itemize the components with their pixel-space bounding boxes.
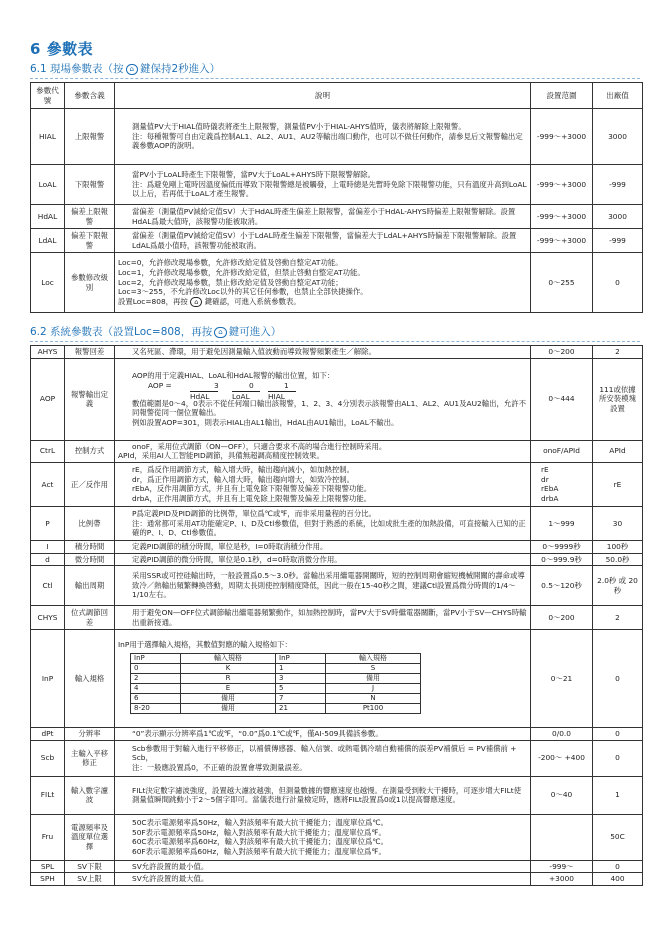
formula-label: HdAL: [190, 391, 218, 402]
inner-cell: Pt100: [326, 703, 421, 713]
param-default: 1: [593, 776, 643, 814]
param-default: -999: [593, 165, 643, 205]
inner-cell: K: [181, 663, 276, 673]
param-range: 0～21: [531, 630, 593, 728]
param-default: 0: [593, 860, 643, 873]
input-spec-table: [130, 653, 421, 714]
param-code: dPt: [31, 728, 65, 741]
param-code: SPH: [31, 873, 65, 886]
param-name: 積分時間: [65, 540, 115, 553]
table-row: [31, 205, 643, 229]
param-default: 50.0秒: [593, 553, 643, 566]
param-default: 111或依據所安裝模塊設置: [593, 358, 643, 440]
param-name: 正／反作用: [65, 462, 115, 506]
param-code: Ctl: [31, 566, 65, 606]
param-code: CHYS: [31, 606, 65, 630]
param-code: Loc: [31, 253, 65, 313]
param-code: LdAL: [31, 229, 65, 253]
table-row: [31, 566, 643, 606]
param-range: [531, 462, 593, 506]
param-description: [115, 873, 531, 886]
desc-line: Scb參數用于對輸入進行平移修正，以補償傳感器、輸入信號、或熱電偶冷端自動補償的誤差PV補償后 = PV補償前 + Scb，: [132, 743, 517, 763]
param-name: 輸出周期: [65, 566, 115, 606]
formula-label: HIAL: [268, 391, 296, 402]
param-code: FILt: [31, 776, 65, 814]
param-name: 輸入規格: [65, 630, 115, 728]
table-row: [31, 462, 643, 506]
param-code: Fru: [31, 814, 65, 860]
desc-line: InP用于選擇輸入規格，其數值對應的輸入規格如下：: [118, 640, 292, 650]
table-row: [31, 506, 643, 540]
inner-cell: 備用: [181, 703, 276, 713]
desc-line: Loc=3～255，不允許修改Loc以外的其它任何參數，也禁止全部快捷操作。: [118, 287, 368, 297]
table-row: [31, 776, 643, 814]
param-description: [115, 776, 531, 814]
range-option: rEbA: [541, 484, 559, 494]
desc-line: Loc=1，允許修改現場參數，允許修改給定值，但禁止啓動自整定AT功能。: [118, 267, 365, 277]
param-range: [531, 814, 593, 860]
setup-key-icon: ⌂: [214, 327, 226, 338]
desc-line: [118, 297, 527, 307]
desc-line: rEbA，反作用調節方式，并且有上電免除下限報警及偏差下限報警功能。: [132, 484, 372, 494]
col-header-code: 參數代號: [31, 83, 65, 109]
inner-cell: J: [326, 683, 421, 693]
param-range: -999～+3000: [531, 229, 593, 253]
param-default: 0: [593, 728, 643, 741]
param-range: 0～444: [531, 358, 593, 440]
inner-header: 輸入規格: [181, 653, 276, 663]
desc-line: 當偏差（測量值PV減給定值SV）小于LdAL時產生偏差下限報警，當偏差大于LdAL+AHYS時偏差下限報警解除。設置LdAL爲最小值時，該報警功能被取消。: [132, 230, 517, 250]
desc-line: 例如設置AOP=301，則表示HIAL由AL1輸出，HdAL由AU1輸出，LoAL不輸出。: [132, 417, 399, 427]
desc-line: P爲定義PID及PID調節的比例帶，單位爲℃或℉，而非采用量程的百分比。: [132, 508, 376, 518]
field-params-table: [30, 82, 643, 313]
param-name: 分辨率: [65, 728, 115, 741]
param-range: -999～+3000: [531, 165, 593, 205]
param-description: [115, 229, 531, 253]
param-name: 偏差下限報警: [65, 229, 115, 253]
param-default: 2: [593, 346, 643, 359]
param-description: [115, 109, 531, 165]
inner-header: InP: [276, 653, 326, 663]
inner-row: [131, 663, 421, 673]
table-row: [31, 109, 643, 165]
table-row: [31, 860, 643, 873]
inner-cell: 備用: [326, 673, 421, 683]
param-range: 0～999.9秒: [531, 553, 593, 566]
desc-line: dr，爲正作用調節方式，輸入增大時，輸出趨向增大，如致冷控制。: [132, 474, 355, 484]
param-range: [531, 740, 593, 776]
desc-line: 注：通常都可采用AT功能確定P、I、D及Ctl參數值，但對于熟悉的系統，比如成批生產的加熱設備，可直接輸入已知的正確的P、I、D、Ctl參數值。: [132, 518, 526, 538]
param-range: 0～200: [531, 606, 593, 630]
default-option: 20秒: [613, 576, 638, 595]
param-default: rE: [593, 462, 643, 506]
param-name: 偏差上限報警: [65, 205, 115, 229]
table-row: [31, 346, 643, 359]
inner-cell: 2: [131, 673, 181, 683]
formula-digit: 3: [214, 380, 219, 390]
inner-cell: S: [326, 663, 421, 673]
param-description: [115, 346, 531, 359]
inner-cell: 備用: [181, 693, 276, 703]
desc-line: onoF，采用位式調節（ON—OFF），只適合要求不高的場合進行控制時采用。: [132, 441, 387, 451]
inner-cell: R: [181, 673, 276, 683]
desc-line: “0”表示顯示分辨率爲1℃或℉，“0.0”爲0.1℃或℉，僅AI-509具備該參數。: [132, 729, 383, 739]
param-description: [115, 253, 531, 313]
param-description: [115, 630, 531, 728]
subsection-field-params-prefix: 6.1 現場參數表（按: [30, 63, 124, 75]
desc-line: 數值範圍是0～4，0表示不從任何端口輸出該報警，1、2、3、4分別表示該報警由AL1、AL2、AU1及AU2輸出，允許不同報警從同一個位置輸出。: [132, 398, 527, 418]
param-default: 3000: [593, 109, 643, 165]
desc-line: drbA，正作用調節方式，并且有上電免除上限報警及偏差上限報警功能。: [132, 494, 372, 503]
param-range: 0～200: [531, 346, 593, 359]
param-code: Scb: [31, 740, 65, 776]
inner-row: [131, 703, 421, 713]
desc-line: Loc=0，允許修改現場參數，允許修改給定值及啓動自整定AT功能。: [118, 258, 343, 268]
param-default: 3000: [593, 205, 643, 229]
desc-line: 注：每種報警可自由定義爲控制AL1、AL2、AU1、AU2等輸出端口動作，也可以不做任何動作，請參見后文報警輸出定義參數AOP的說明。: [132, 131, 523, 151]
range-option: rE: [541, 465, 549, 475]
subsection-field-params: [30, 63, 220, 77]
range-option: dr: [541, 474, 549, 484]
param-code: LoAL: [31, 165, 65, 205]
formula-digit: 1: [284, 380, 289, 390]
inner-cell: 6: [131, 693, 181, 703]
param-name: 微分時間: [65, 553, 115, 566]
range-option: +400: [564, 753, 585, 763]
inner-header: 輸入規格: [326, 653, 421, 663]
formula-digit: 0: [249, 380, 254, 390]
param-description: [115, 553, 531, 566]
param-name: 比例帶: [65, 506, 115, 540]
param-range: -999～: [531, 860, 593, 873]
param-code: HdAL: [31, 205, 65, 229]
param-code: CtrL: [31, 440, 65, 462]
param-description: [115, 860, 531, 873]
default-option: 2.0秒: [597, 576, 617, 585]
table-header-row: [31, 83, 643, 109]
param-range: 1～999: [531, 506, 593, 540]
param-code: InP: [31, 630, 65, 728]
param-description: [115, 728, 531, 741]
divider: [30, 78, 640, 79]
param-default: 100秒: [593, 540, 643, 553]
param-default: 0: [593, 253, 643, 313]
subsection-system-params-prefix: 6.2 系統參數表（設置Loc=808，再按: [30, 326, 213, 338]
param-default: 0: [593, 740, 643, 776]
param-default: APId: [593, 440, 643, 462]
param-name: SV上限: [65, 873, 115, 886]
param-description: [115, 358, 531, 440]
param-code: P: [31, 506, 65, 540]
param-default: 2: [593, 606, 643, 630]
param-code: I: [31, 540, 65, 553]
param-code: SPL: [31, 860, 65, 873]
desc-line: 采用SSR或可控硅輸出時，一般設置爲0.5～3.0秒。當輸出采用繼電器開關時，短的控制周期會縮短機械開關的壽命或導致冷／熱輸出頻繁轉換啓動，周期太長則使控制精度降低，因此一般在15-40秒之間，建議Ctl設置爲微分時間的1/4～1/10左右。: [132, 571, 525, 600]
system-params-table: [30, 345, 643, 886]
param-name: 輸入數字濾波: [65, 776, 115, 814]
desc-line: SV允許設置的最小值。: [132, 861, 209, 871]
param-range: 0～255: [531, 253, 593, 313]
formula-label: LoAL: [232, 391, 260, 402]
param-description: [115, 165, 531, 205]
table-row: [31, 229, 643, 253]
divider: [30, 341, 640, 342]
default-option: 或: [618, 576, 627, 585]
param-code: Act: [31, 462, 65, 506]
table-row: [31, 740, 643, 776]
desc-line: 當PV小于LoAL時產生下限報警，當PV大于LoAL+AHYS時下限報警解除。: [132, 170, 375, 180]
desc-line: 50C表示電源頻率爲50Hz，輸入對該頻率有最大抗干擾能力；溫度單位爲℃。: [132, 818, 389, 827]
param-name: 下限報警: [65, 165, 115, 205]
subsection-field-params-suffix: 鍵保持2秒進入）: [140, 63, 221, 75]
desc-line: 定義PID調節的積分時間，單位是秒，I=0時取消積分作用。: [132, 541, 328, 551]
param-name: 位式調節回差: [65, 606, 115, 630]
desc-line: 注：一般應設置爲0，不正確的設置會導致測量誤差。: [132, 763, 307, 773]
param-range: -999～+3000: [531, 109, 593, 165]
inner-header: InP: [131, 653, 181, 663]
desc-line: rE，爲反作用調節方式，輸入增大時，輸出趨向減小，如加熱控制。: [132, 465, 355, 475]
param-name: 電源頻率及溫度單位選擇: [65, 814, 115, 860]
table-row: [31, 814, 643, 860]
section-title: 6 參數表: [30, 40, 94, 58]
col-header-meaning: 參數含義: [65, 83, 115, 109]
inner-row: [131, 683, 421, 693]
desc-line: Loc=2，允許修改現場參數，禁止修改給定值及啓動自整定AT功能；: [118, 277, 343, 287]
inner-cell: 5: [276, 683, 326, 693]
param-description: [115, 814, 531, 860]
table-row: [31, 873, 643, 886]
param-name: 控制方式: [65, 440, 115, 462]
param-description: [115, 606, 531, 630]
desc-line: 當偏差（測量值PV減給定值SV）大于HdAL時產生偏差上限報警，當偏差小于HdAL-AHYS時偏差上限報警解除。設置HdAL爲最大值時，該報警功能被取消。: [132, 206, 516, 226]
param-description: [115, 440, 531, 462]
param-range: +3000: [531, 873, 593, 886]
param-description: [115, 566, 531, 606]
param-code: AHYS: [31, 346, 65, 359]
inner-cell: 4: [131, 683, 181, 693]
param-range: -999～+3000: [531, 205, 593, 229]
col-header-default: 出廠值: [593, 83, 643, 109]
desc-line: AOP的用于定義HIAL、LoAL和HdAL報警的輸出位置，如下：: [132, 370, 335, 380]
formula-lhs: AOP =: [148, 380, 172, 390]
table-row: [31, 606, 643, 630]
col-header-range: 設置范圍: [531, 83, 593, 109]
range-option: drbA: [541, 494, 559, 503]
desc-line: 又名死區、滯環，用于避免因測量輸入值波動而導致報警頻繁產生／解除。: [132, 347, 376, 356]
desc-line: 用于避免ON—OFF位式調節輸出繼電器頻繁動作，如加熱控制時，當PV大于SV時繼電器關斷，當PV小于SV—CHYS時輸出重新接通。: [132, 608, 527, 627]
param-default: [593, 566, 643, 606]
param-default: 30: [593, 506, 643, 540]
param-description: [115, 740, 531, 776]
param-code: d: [31, 553, 65, 566]
desc-line: FILt決定數字濾波強度，設置越大濾波越強，但測量數據的響應速度也越慢。在測量受到較大干擾時，可逐步增大FILt使測量值瞬間跳動小于2～5個字即可。當儀表進行計量檢定時，應將FILt設置爲0或1以提高響應速度。: [132, 785, 522, 805]
table-row: [31, 165, 643, 205]
table-row: [31, 728, 643, 741]
desc-line: 測量值PV大于HIAL值時儀表將產生上限報警，測量值PV小于HIAL-AHYS值時，儀表將解除上限報警。: [132, 122, 466, 132]
inner-cell: 8-20: [131, 703, 181, 713]
table-row: [31, 440, 643, 462]
inner-cell: 1: [276, 663, 326, 673]
param-default: 50C: [593, 814, 643, 860]
subsection-system-params: [30, 326, 281, 340]
inner-cell: 7: [276, 693, 326, 703]
param-name: SV下限: [65, 860, 115, 873]
param-name: 主輸入平移修正: [65, 740, 115, 776]
param-range: 0/0.0: [531, 728, 593, 741]
inner-cell: E: [181, 683, 276, 693]
param-range: 0.5～120秒: [531, 566, 593, 606]
table-row: [31, 358, 643, 440]
desc-line: 注：爲避免剛上電時因溫度偏低而導致下限報警總是被觸發，上電時總是先暫時免除下限報警功能，只有溫度升高到LoAL以上后，若再低于LoAL才產生報警。: [132, 179, 527, 199]
param-default: 400: [593, 873, 643, 886]
inner-cell: N: [326, 693, 421, 703]
inner-cell: 21: [276, 703, 326, 713]
param-code: AOP: [31, 358, 65, 440]
param-name: 上限報警: [65, 109, 115, 165]
param-range: 0～9999秒: [531, 540, 593, 553]
param-default: 0: [593, 630, 643, 728]
table-row: [31, 553, 643, 566]
range-option: -200～: [538, 753, 563, 763]
setup-key-icon: ⌂: [126, 64, 138, 75]
desc-line: SV允許設置的最大值。: [132, 874, 209, 884]
inner-cell: 3: [276, 673, 326, 683]
table-row: [31, 630, 643, 728]
inner-cell: 0: [131, 663, 181, 673]
desc-fragment: 設置Loc=808，再按: [118, 296, 188, 306]
desc-line: 定義PID調節的微分時間，單位是0.1秒，d=0時取消微分作用。: [132, 554, 342, 564]
desc-line: 60F表示電源頻率爲60Hz，輸入對該頻率有最大抗干擾能力；溫度單位爲℉。: [132, 846, 386, 856]
param-description: [115, 205, 531, 229]
param-description: [115, 540, 531, 553]
param-range: 0～40: [531, 776, 593, 814]
subsection-system-params-suffix: 鍵可進入）: [228, 326, 282, 338]
desc-line: APId，采用AI人工智能PID調節，具備無超調高精度控制效果。: [118, 451, 324, 461]
col-header-description: 說明: [115, 83, 531, 109]
inner-row: [131, 693, 421, 703]
param-default: -999: [593, 229, 643, 253]
param-description: [115, 462, 531, 506]
aop-formula: [118, 381, 527, 399]
param-name: 報警回差: [65, 346, 115, 359]
param-code: HIAL: [31, 109, 65, 165]
param-name: 參數修改級別: [65, 253, 115, 313]
param-range: onoF/APId: [531, 440, 593, 462]
inner-header-row: [131, 653, 421, 663]
desc-line: 60C表示電源頻率爲60Hz，輸入對該頻率有最大抗干擾能力；溫度單位爲℃。: [132, 837, 389, 847]
setup-key-icon: ⌂: [190, 297, 202, 307]
desc-fragment: 鍵確認，可進入系統參數表。: [204, 296, 301, 306]
table-row: [31, 253, 643, 313]
desc-line: 50F表示電源頻率爲50Hz，輸入對該頻率有最大抗干擾能力；溫度單位爲℉。: [132, 827, 386, 837]
inner-row: [131, 673, 421, 683]
table-row: [31, 540, 643, 553]
param-description: [115, 506, 531, 540]
param-name: 報警輸出定義: [65, 358, 115, 440]
